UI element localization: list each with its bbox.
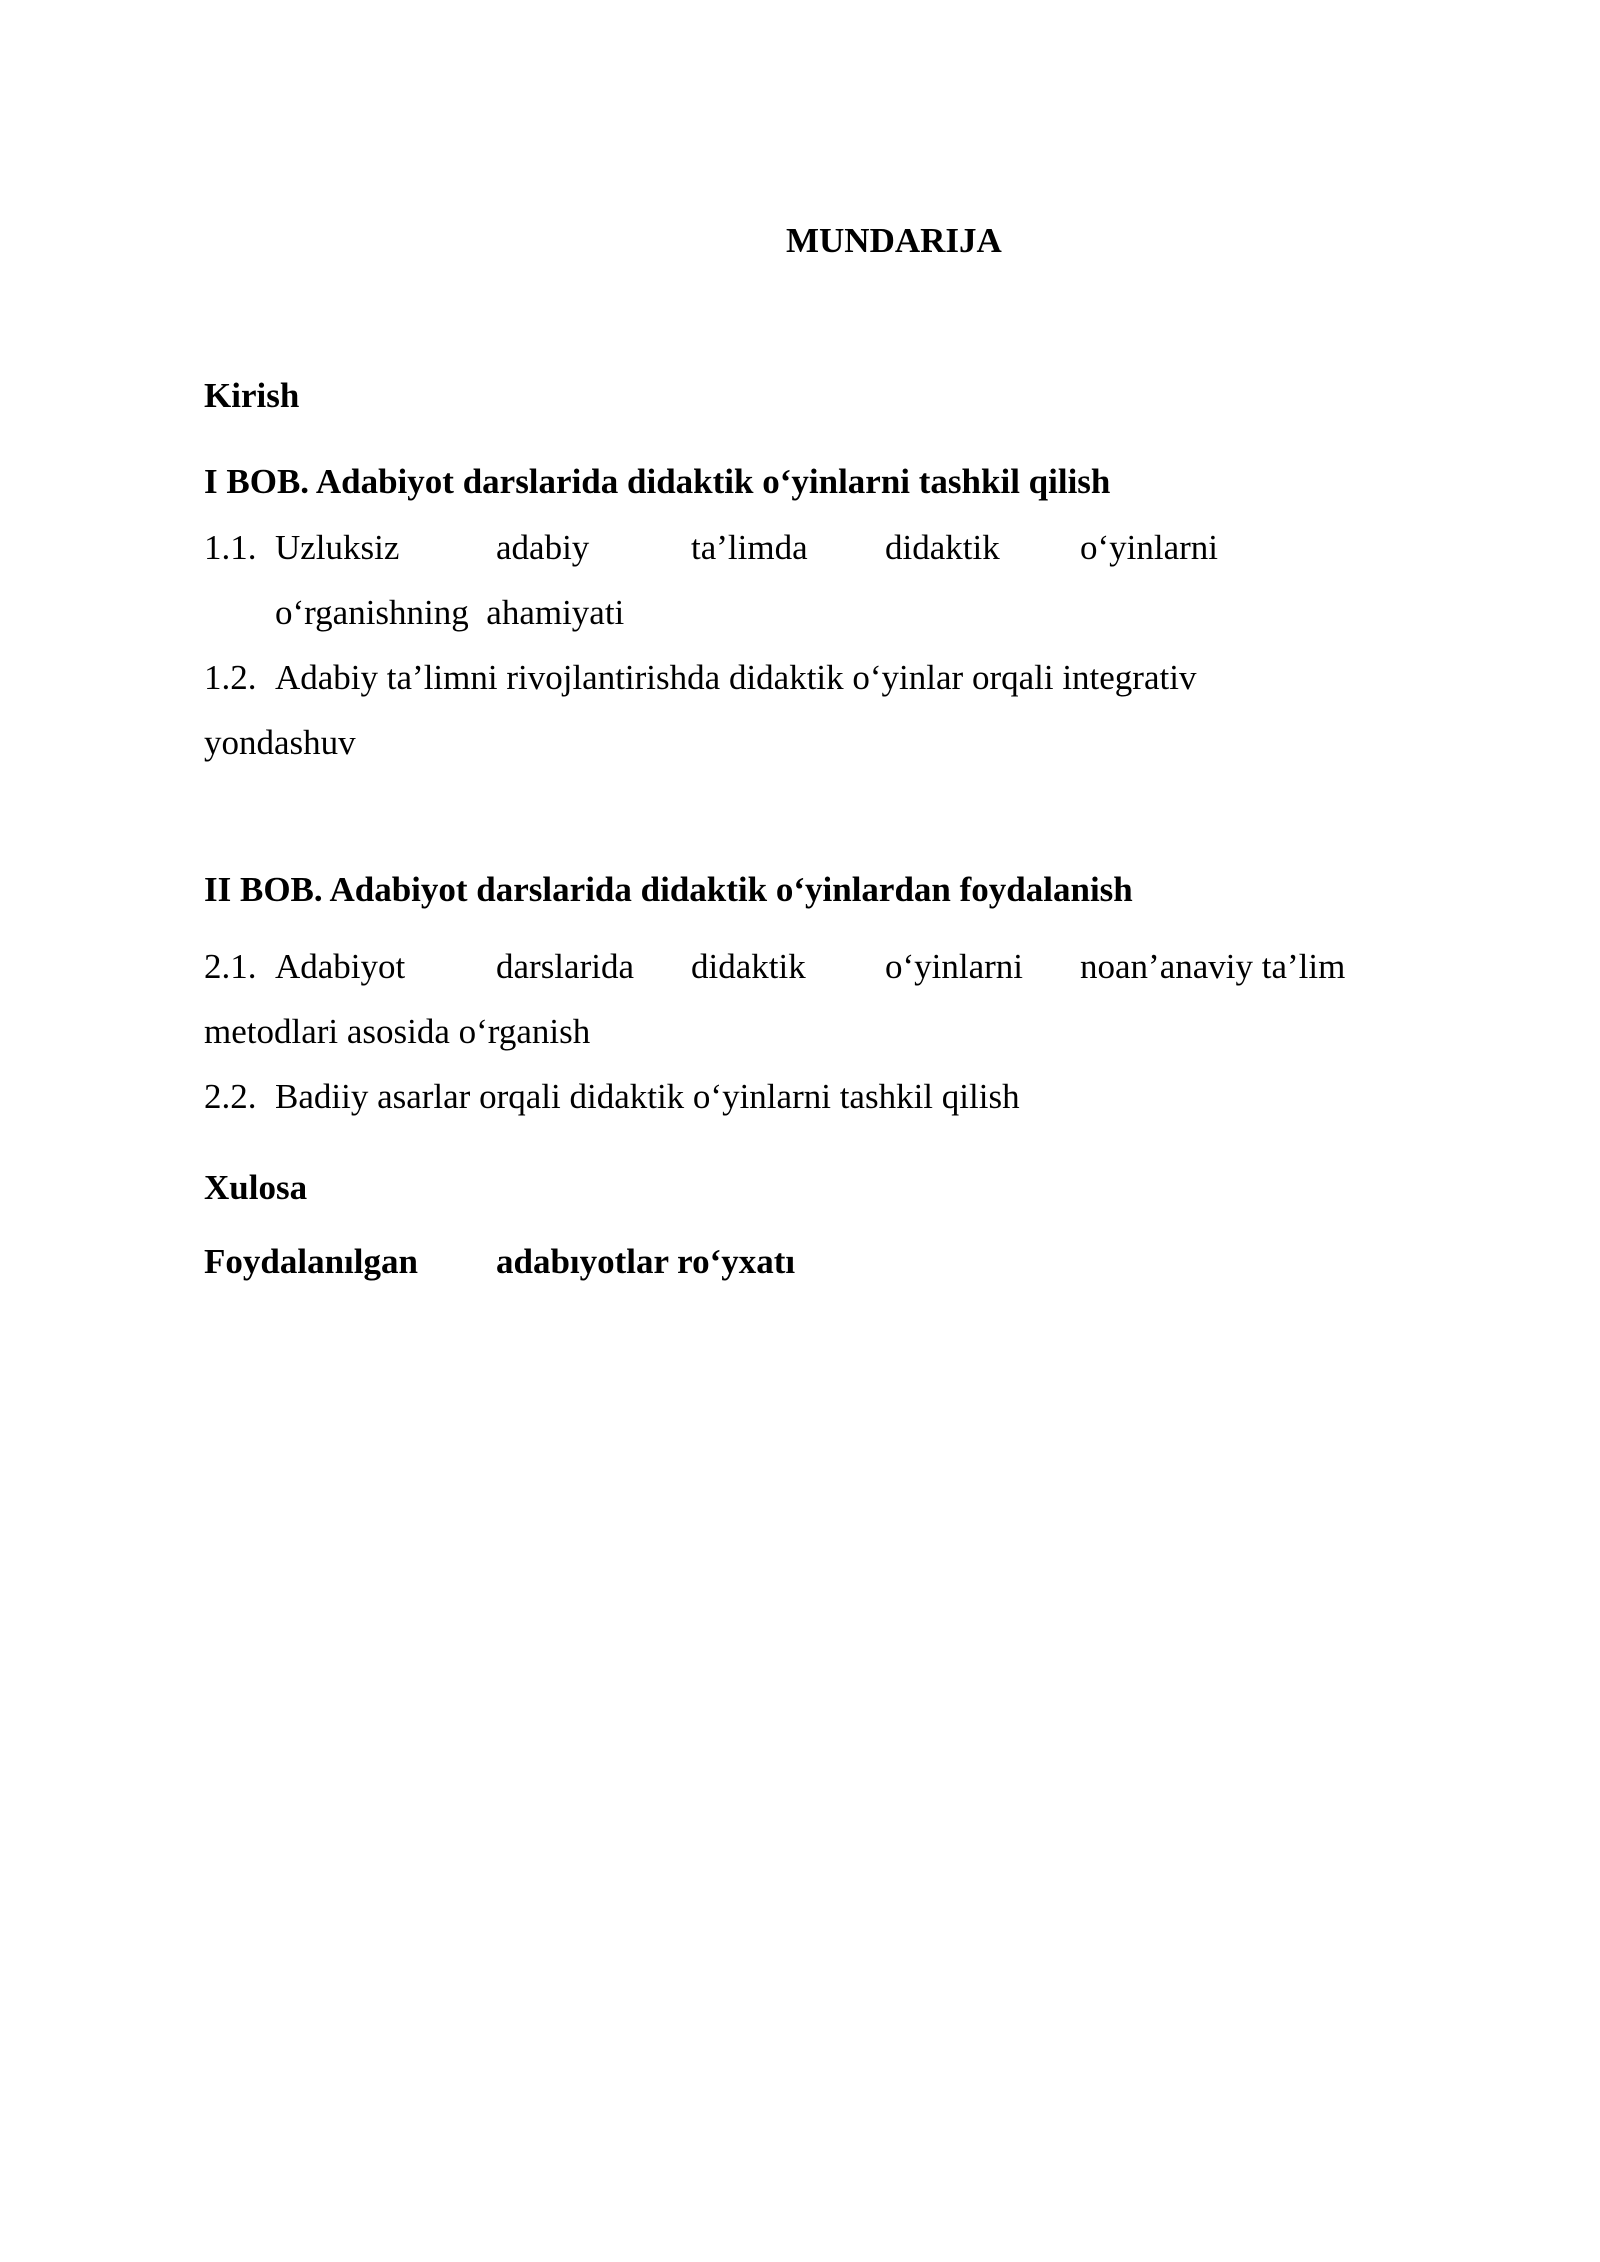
toc-chapter-1-heading: I BOB. Adabiyot darslarida didaktik o‘yinlarni tashkil qilish [204, 462, 1111, 501]
references-word: Foydalanılgan [204, 1242, 418, 1281]
toc-section-1-2 [204, 660, 1196, 695]
section-number: 2.1. [204, 947, 257, 986]
section-word: didaktik [885, 528, 1000, 567]
section-word: o‘yinlarni [1080, 528, 1219, 567]
section-word: ta’limda [691, 528, 808, 567]
toc-section-2-2 [204, 1079, 1020, 1114]
toc-section-1-1-continuation: o‘rganishning ahamiyati [275, 593, 625, 632]
references-word: adabıyotlar ro‘yxatı [496, 1242, 796, 1281]
section-word: Adabiyot [275, 947, 406, 986]
toc-chapter-2-heading: II BOB. Adabiyot darslarida didaktik o‘yinlardan foydalanish [204, 870, 1133, 909]
section-number: 2.2. [204, 1077, 257, 1116]
section-number: 1.2. [204, 658, 257, 697]
section-number: 1.1. [204, 528, 257, 567]
section-word: Uzluksiz [275, 528, 400, 567]
section-word: noan’anaviy ta’lim [1080, 947, 1346, 986]
toc-references [204, 1244, 1004, 1284]
section-word: darslarida [496, 947, 634, 986]
section-word: didaktik [691, 947, 806, 986]
section-text: Badiiy asarlar orqali didaktik o‘yinlarni tashkil qilish [275, 1077, 1020, 1116]
toc-conclusion: Xulosa [204, 1168, 308, 1207]
page-title: MUNDARIJA [786, 221, 1002, 260]
section-word: adabiy [496, 528, 590, 567]
toc-section-1-2-continuation: yondashuv [204, 723, 356, 762]
section-word: o‘yinlarni [885, 947, 1024, 986]
section-text: Adabiy ta’limni rivojlantirishda didaktik o‘yinlar orqali integrativ [275, 658, 1197, 697]
toc-intro: Kirish [204, 376, 300, 415]
toc-section-2-1 [204, 949, 1374, 989]
toc-section-2-1-continuation: metodlari asosida o‘rganish [204, 1012, 591, 1051]
toc-section-1-1 [204, 530, 1234, 570]
